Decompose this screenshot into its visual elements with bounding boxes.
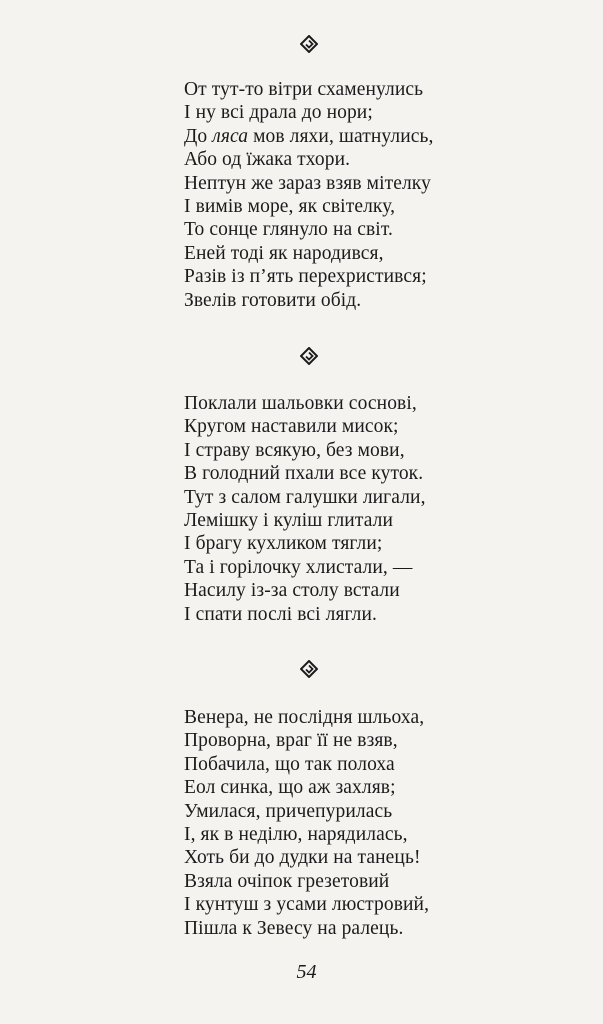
diamond-ornament-icon (300, 347, 318, 365)
verse-line: Пішла к Зевесу на ралець. (184, 917, 404, 939)
verse-line: Нептун же зараз взяв мітелку (184, 172, 431, 194)
italic-word: ляса (212, 125, 249, 147)
stanza-1 (184, 78, 434, 312)
verse-line: Кругом наставили мисок; (184, 416, 399, 438)
verse-line: Хоть би до дудки на танець! (184, 847, 421, 869)
verse-line: Звелів готовити обід. (184, 289, 362, 311)
verse-line: Насилу із-за столу встали (184, 580, 400, 602)
verse-line: Або од їжака тхори. (184, 149, 351, 171)
verse-line: Умилася, причепурилась (184, 800, 393, 822)
verse-line: От тут-то вітри схаменулись (184, 79, 424, 100)
verse-line: Разів із п’ять перехристився; (184, 266, 427, 288)
verse-line: В голодний пхали все куток. (184, 463, 424, 485)
verse-line: І страву всякую, без мови, (184, 439, 405, 461)
verse-line: Венера, не послідня шльоха, (184, 707, 425, 728)
verse-line: Тут з салом галушки лигали, (184, 486, 426, 508)
diamond-ornament-icon (300, 35, 318, 53)
verse-line: І, як в неділю, нарядилась, (184, 824, 408, 846)
verse-line: І кунтуш з усами люстровий, (184, 894, 430, 916)
page-number: 54 (296, 961, 317, 983)
stanza-3 (184, 706, 429, 940)
verse-line: І вимів море, як світелку, (184, 196, 396, 218)
verse-line: Лемішку і куліш глитали (184, 510, 393, 532)
stanza-2 (184, 392, 426, 626)
verse-line: То сонце глянуло на світ. (184, 219, 393, 241)
diamond-ornament-icon (300, 660, 318, 678)
verse-line: І ну всі драла до нори; (184, 102, 373, 124)
verse-line: Проворна, враг її не взяв, (184, 730, 398, 752)
verse-line: Побачила, що так полоха (184, 753, 395, 775)
verse-line: Поклали шальовки соснові, (184, 393, 417, 414)
verse-line: До ляса мов ляхи, шатнулись, (184, 125, 434, 147)
verse-line: Взяла очіпок грезетовий (184, 870, 390, 892)
verse-line: Еол синка, що аж захляв; (184, 777, 396, 799)
verse-line: Еней тоді як народився, (184, 242, 384, 264)
verse-line: І спати послі всі лягли. (184, 603, 377, 625)
verse-line: І брагу кухликом тягли; (184, 533, 383, 555)
verse-line: Та і горілочку хлистали, — (184, 556, 413, 578)
